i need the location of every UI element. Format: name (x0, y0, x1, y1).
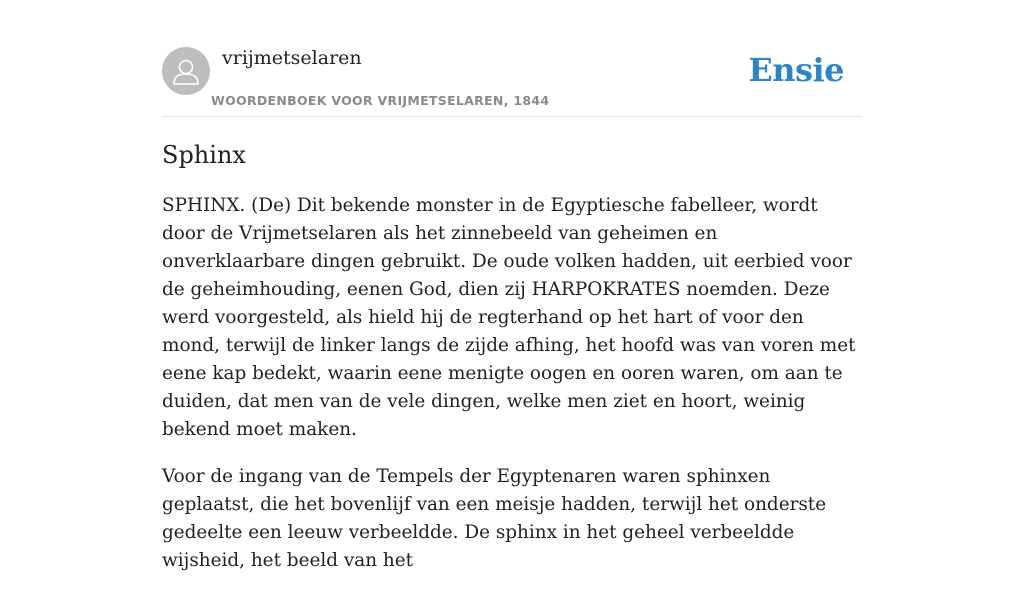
author-name[interactable]: vrijmetselaren (222, 47, 362, 69)
article-title: Sphinx (162, 141, 246, 169)
article-paragraph: SPHINX. (De) Dit bekende monster in de Egyptiesche fabelleer, wordt door de Vrijmetselaren als het zinnebeeld van geheimen en onverklaarbare dingen gebruikt. De oude volken hadden, uit eerbied voor de geheimhouding, eenen God, dien zij HARPOKRATES noemden. Deze werd voorgesteld, als hield hij de regterhand op het hart of voor den mond, terwijl de linker langs de zijde afhing, het hoofd was van voren met eene kap bedekt, waarin eene menigte oogen en ooren waren, om aan te duiden, dat men van de vele dingen, welke men ziet en hoort, weinig bekend moet maken. (162, 195, 856, 440)
user-placeholder-icon (162, 47, 210, 95)
article-header (162, 46, 862, 117)
article-body (162, 192, 862, 594)
source-title[interactable]: WOORDENBOEK VOOR VRIJMETSELAREN, 1844 (211, 93, 550, 108)
article-paragraph: Voor de ingang van de Tempels der Egyptenaren waren sphinxen geplaatst, die het bovenlijf van een meisje hadden, terwijl het onderste gedeelte een leeuw verbeeldde. De sphinx in het geheel verbeeldde wijsheid, het beeld van het (162, 466, 827, 571)
avatar[interactable] (162, 47, 210, 95)
ensie-logo[interactable]: Ensie (748, 51, 844, 89)
